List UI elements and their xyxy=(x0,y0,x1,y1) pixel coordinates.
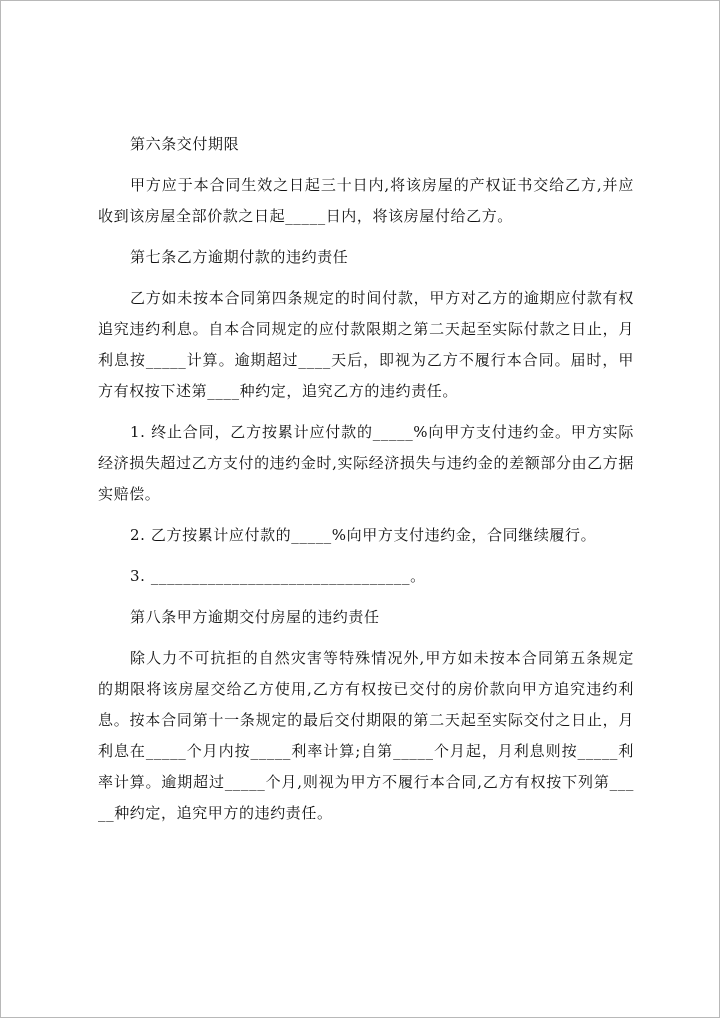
contract-body xyxy=(98,129,634,839)
article-7-option-2: 2. 乙方按累计应付款的_____%向甲方支付违约金，合同继续履行。 xyxy=(130,526,597,544)
article-7-option-1: 1. 终止合同，乙方按累计应付款的_____%向甲方支付违约金。甲方实际经济损失超过乙方支付的违约金时,实际经济损失与违约金的差额部分由乙方据实赔偿。 xyxy=(98,423,634,503)
article-6-heading: 第六条交付期限 xyxy=(130,135,240,153)
article-7-heading: 第七条乙方逾期付款的违约责任 xyxy=(130,248,349,266)
article-6-text: 甲方应于本合同生效之日起三十日内,将该房屋的产权证书交给乙方,并应收到该房屋全部价款之日起_____日内，将该房屋付给乙方。 xyxy=(98,176,634,225)
article-7-text: 乙方如未按本合同第四条规定的时间付款，甲方对乙方的逾期应付款有权追究违约利息。自本合同规定的应付款限期之第二天起至实际付款之日止，月利息按_____计算。逾期超过____天后，即视为乙方不履行本合同。届时，甲方有权按下述第____种约定，追究乙方的违约责任。 xyxy=(98,289,634,400)
article-7-option-3: 3. ________________________________。 xyxy=(130,567,426,585)
article-8-heading: 第八条甲方逾期交付房屋的违约责任 xyxy=(130,608,380,626)
article-8-text: 除人力不可抗拒的自然灾害等特殊情况外,甲方如未按本合同第五条规定的期限将该房屋交给乙方使用,乙方有权按已交付的房价款向甲方追究违约利息。按本合同第十一条规定的最后交付期限的第二天起至实际交付之日止，月利息在_____个月内按_____利率计算;自第_____个月起，月利息则按_____利率计算。逾期超过_____个月,则视为甲方不履行本合同,乙方有权按下列第_____种约定，追究甲方的违约责任。 xyxy=(98,649,634,822)
